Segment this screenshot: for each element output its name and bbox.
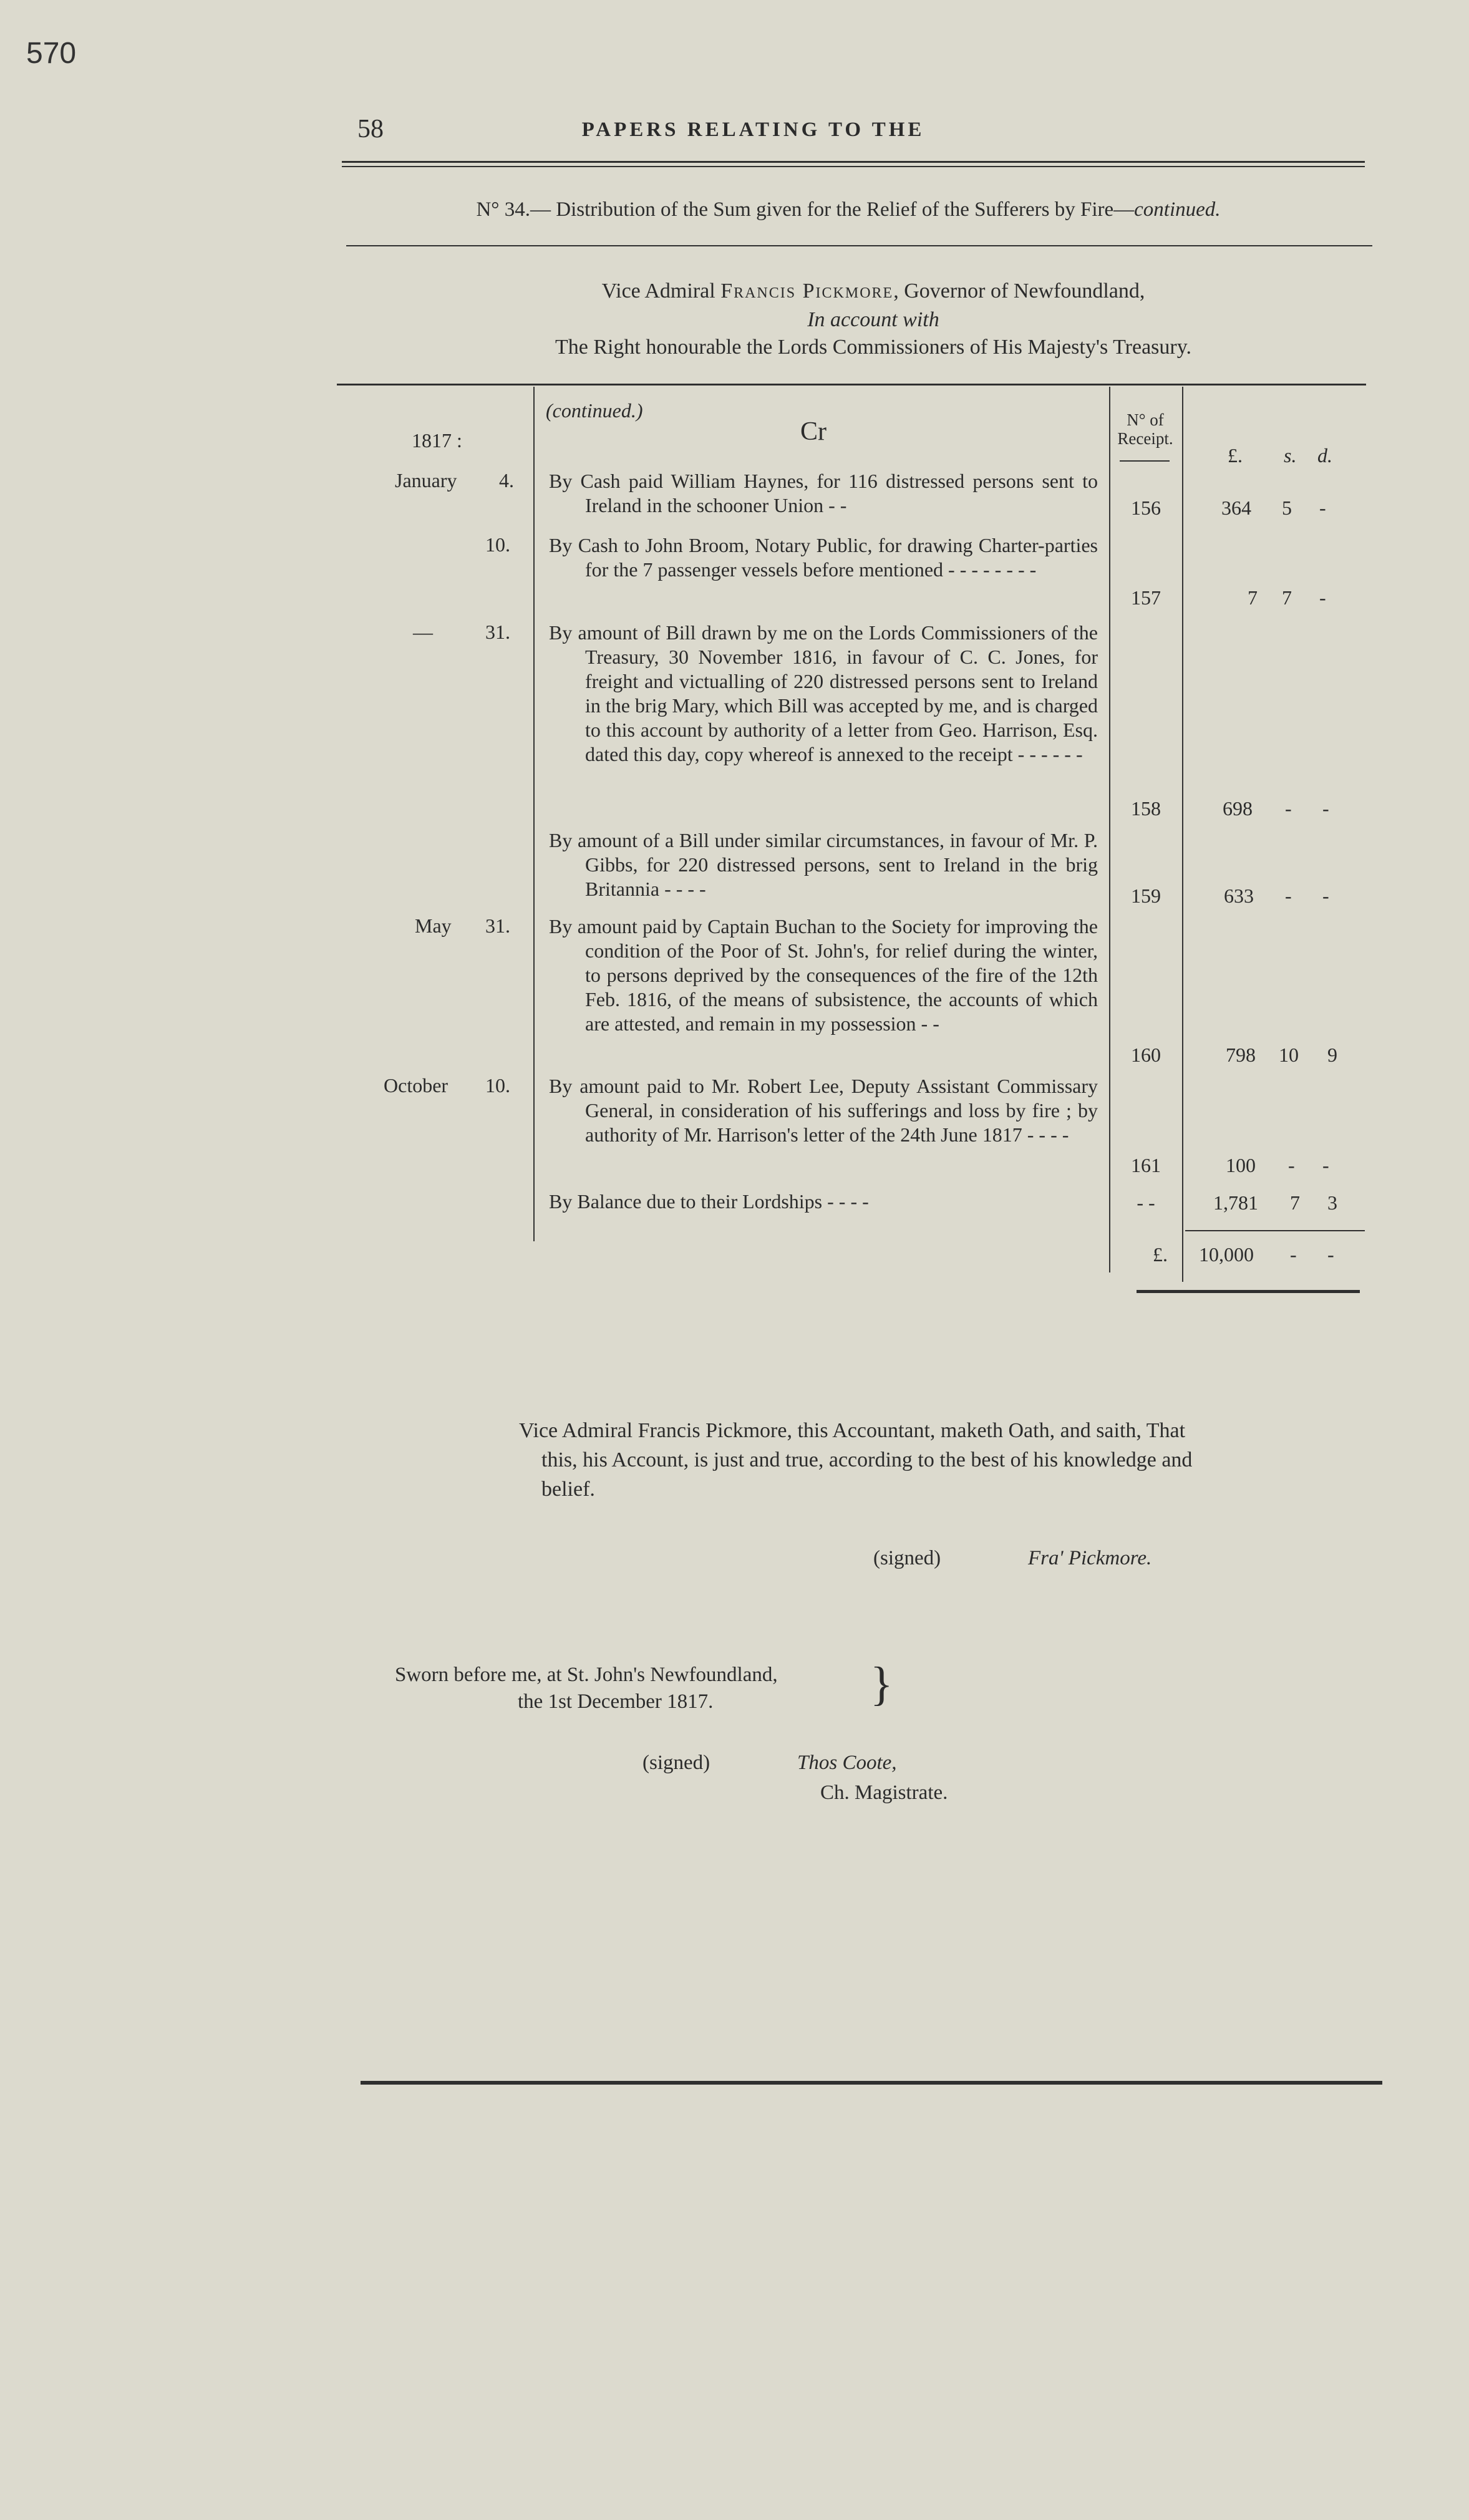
- row-4-receipt: 159: [1131, 884, 1161, 907]
- row-2-day: 10.: [485, 533, 510, 556]
- caption-lead: N° 34.— Distribution of the Sum given for the Relief of the Sufferers by Fire—: [476, 198, 1135, 221]
- row-4-shillings: -: [1285, 884, 1292, 907]
- sworn-line1: Sworn before me, at St. John's Newfoundland,: [395, 1664, 778, 1686]
- row-7-pence: 3: [1327, 1191, 1337, 1214]
- row-5-day: 31.: [485, 914, 510, 937]
- receipt-header-rule: [1120, 460, 1170, 462]
- receipt-column-line: [1109, 387, 1110, 1272]
- row-1-pounds: 364: [1221, 497, 1251, 519]
- row-1-pence: -: [1319, 497, 1326, 519]
- table-top-rule: [337, 384, 1366, 385]
- row-1-month: January: [395, 469, 457, 492]
- row-5-pounds: 798: [1226, 1044, 1256, 1066]
- total-pounds: 10,000: [1199, 1243, 1254, 1266]
- row-3-pounds: 698: [1223, 797, 1253, 820]
- sworn-signature: Thos Coote,: [797, 1752, 897, 1774]
- row-6-shillings: -: [1288, 1154, 1295, 1176]
- row-2-pounds: 7: [1248, 586, 1258, 609]
- row-2-receipt: 157: [1131, 586, 1161, 609]
- sworn-line2: the 1st December 1817.: [518, 1690, 714, 1713]
- year-label: 1817 :: [412, 429, 462, 452]
- oath-signature: Fra' Pickmore.: [1028, 1547, 1152, 1569]
- total-label: £.: [1153, 1243, 1168, 1266]
- receipt-header: N° of Receipt.: [1117, 410, 1173, 448]
- row-4-pounds: 633: [1224, 884, 1254, 907]
- row-2-shillings: 7: [1282, 586, 1292, 609]
- row-3-receipt: 158: [1131, 797, 1161, 820]
- account-heading-line2: In account with: [807, 308, 939, 331]
- total-rule: [1137, 1290, 1360, 1293]
- row-6-pounds: 100: [1226, 1154, 1256, 1176]
- row-3-pence: -: [1322, 797, 1329, 820]
- oath-text: Vice Admiral Francis Pickmore, this Accountant, maketh Oath, and saith, That this, his Account, is just and true, according to the best of his knowledge and belief.: [519, 1419, 1193, 1501]
- oath-signed: (signed): [873, 1547, 941, 1569]
- row-6-pence: -: [1322, 1154, 1329, 1176]
- row-1-description: By Cash paid William Haynes, for 116 distressed persons sent to Ireland in the schooner Union - -: [549, 470, 1098, 516]
- governor-name: Francis Pickmore: [720, 279, 894, 303]
- row-4-pence: -: [1322, 884, 1329, 907]
- account-heading-line1: Vice Admiral Francis Pickmore, Governor of Newfoundland,: [601, 279, 1145, 303]
- row-7-pounds: 1,781: [1213, 1191, 1258, 1214]
- total-shillings: -: [1290, 1243, 1297, 1266]
- row-1-day: 4.: [499, 469, 514, 492]
- caption: [349, 198, 1347, 221]
- running-head: PAPERS RELATING TO THE: [581, 119, 925, 141]
- row-3-shillings: -: [1285, 797, 1292, 820]
- pound-header: £.: [1228, 444, 1243, 467]
- row-3-day: 31.: [485, 621, 510, 643]
- row-2-description: By Cash to John Broom, Notary Public, for drawing Charter-parties for the 7 passenger vessels before mentioned - - - - - - - -: [549, 534, 1098, 581]
- bottom-rule: [361, 2081, 1382, 2085]
- page-number: 58: [357, 115, 384, 143]
- row-7-description: By Balance due to their Lordships - - - -: [549, 1190, 869, 1213]
- row-7-receipt: - -: [1137, 1191, 1155, 1214]
- row-3-month: —: [413, 621, 433, 643]
- desc-column-line: [533, 387, 535, 1241]
- row-1-receipt: 156: [1131, 497, 1161, 519]
- row-4-description: By amount of a Bill under similar circumstances, in favour of Mr. P. Gibbs, for 220 distressed persons, sent to Ireland in the brig Britannia - - - -: [549, 829, 1098, 900]
- sworn-title: Ch. Magistrate.: [820, 1781, 948, 1804]
- row-6-receipt: 161: [1131, 1154, 1161, 1176]
- header-rule-top: [342, 161, 1365, 163]
- caption-continued: continued.: [1134, 198, 1221, 221]
- row-2-pence: -: [1319, 586, 1326, 609]
- pence-header: d.: [1317, 444, 1332, 467]
- amount-column-line: [1182, 387, 1183, 1282]
- row-5-receipt: 160: [1131, 1044, 1161, 1066]
- shilling-header: s.: [1284, 444, 1297, 467]
- row-5-month: May: [415, 914, 452, 937]
- row-5-shillings: 10: [1279, 1044, 1299, 1066]
- account-heading-line3: The Right honourable the Lords Commissioners of His Majesty's Treasury.: [555, 336, 1192, 359]
- caption-rule: [346, 245, 1372, 246]
- row-5-description: By amount paid by Captain Buchan to the Society for improving the condition of the Poor of St. John's, for relief during the winter, to persons deprived by the consequences of the fire of the 12th Feb. 1816, of the means of subsistence, the accounts of which are attested, and remain in my possession - -: [549, 915, 1098, 1035]
- cr-label: Cr: [800, 417, 827, 446]
- row-6-description: By amount paid to Mr. Robert Lee, Deputy Assistant Commissary General, in consideration of his sufferings and loss by fire ; by authority of Mr. Harrison's letter of the 24th June 1817 - - - -: [549, 1075, 1098, 1146]
- row-6-day: 10.: [485, 1074, 510, 1097]
- header-rule-bottom: [342, 166, 1365, 167]
- row-6-month: October: [384, 1074, 448, 1097]
- row-1-shillings: 5: [1282, 497, 1292, 519]
- sworn-signed: (signed): [642, 1752, 710, 1774]
- row-5-pence: 9: [1327, 1044, 1337, 1066]
- row-3-description: By amount of Bill drawn by me on the Lords Commissioners of the Treasury, 30 November 1816, in favour of C. C. Jones, for freight and victualling of 220 distressed persons sent to Ireland in the brig Mary, which Bill was accepted by me, and is charged to this account by authority of a letter from Geo. Harrison, Esq. dated this day, copy whereof is annexed to the receipt - - - - - -: [549, 621, 1098, 765]
- folio-number: 570: [26, 37, 77, 70]
- total-pence: -: [1327, 1243, 1334, 1266]
- row-7-shillings: 7: [1290, 1191, 1300, 1214]
- continued-label: (continued.): [546, 399, 643, 422]
- sworn-brace: }: [870, 1658, 893, 1710]
- subtotal-rule: [1185, 1230, 1365, 1231]
